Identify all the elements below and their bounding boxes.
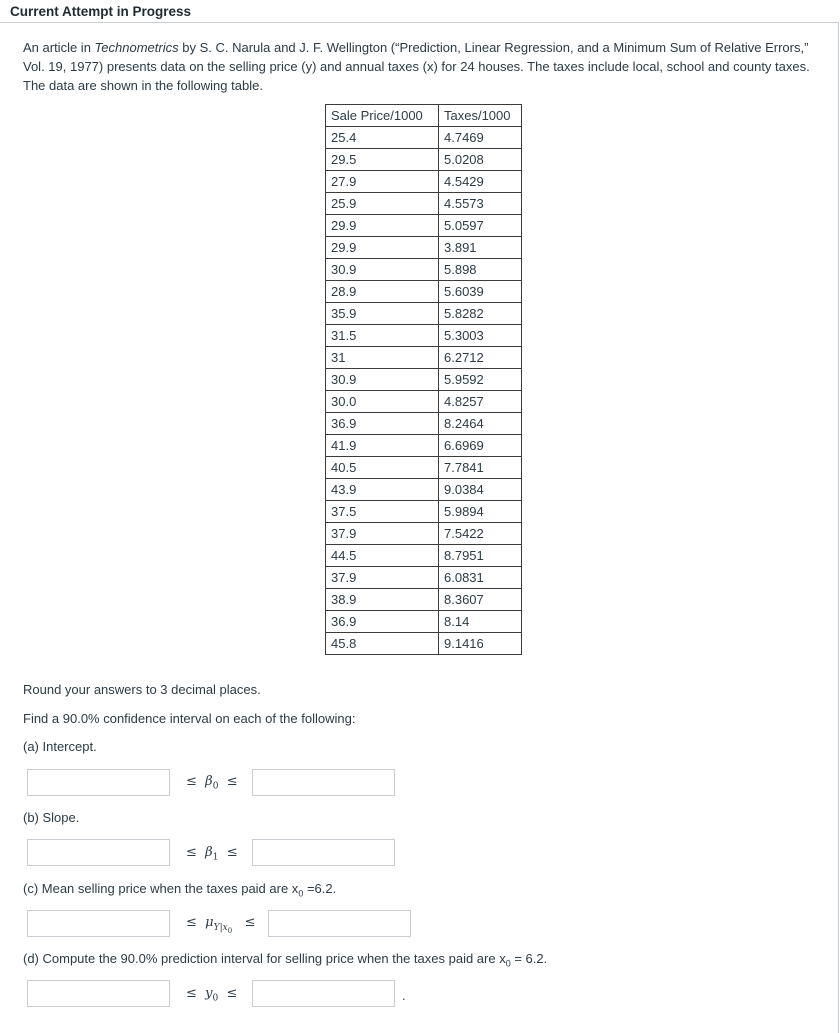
part-c-label-sub: 0 <box>298 888 304 899</box>
part-d-label-text: (d) Compute the 90.0% prediction interval for selling price when the taxes paid are x <box>23 951 506 966</box>
table-row <box>326 215 522 237</box>
table-row <box>326 435 522 457</box>
intro-text: An article in <box>23 40 95 55</box>
table-row <box>326 325 522 347</box>
sale-price-cell: 25.4 <box>326 127 439 149</box>
sale-price-cell: 30.0 <box>326 391 439 413</box>
table-row <box>326 457 522 479</box>
taxes-cell: 7.5422 <box>439 523 522 545</box>
sale-price-cell: 27.9 <box>326 171 439 193</box>
leq-symbol: ≤ <box>186 774 197 789</box>
table-row <box>326 347 522 369</box>
table-row <box>326 479 522 501</box>
taxes-cell: 4.7469 <box>439 127 522 149</box>
table-row <box>326 149 522 171</box>
sale-price-cell: 35.9 <box>326 303 439 325</box>
sale-price-cell: 45.8 <box>326 633 439 655</box>
part-d-label-value: = 6.2. <box>510 951 548 966</box>
table-body <box>326 127 522 655</box>
part-d-lower-input[interactable] <box>27 980 170 1007</box>
mu-symbol: μ <box>205 915 214 930</box>
taxes-cell: 8.7951 <box>439 545 522 567</box>
sale-price-cell: 43.9 <box>326 479 439 501</box>
table-row <box>326 589 522 611</box>
sale-price-cell: 36.9 <box>326 611 439 633</box>
taxes-cell: 4.5573 <box>439 193 522 215</box>
beta-subscript: 1 <box>212 852 219 863</box>
beta-subscript: 0 <box>212 781 219 792</box>
table-row <box>326 193 522 215</box>
column-header-sale-price: Sale Price/1000 <box>326 105 439 127</box>
taxes-cell: 4.8257 <box>439 391 522 413</box>
part-a-inequality <box>186 774 238 792</box>
round-note: Round your answers to 3 decimal places. <box>23 682 261 697</box>
sale-price-cell: 29.9 <box>326 237 439 259</box>
table-row <box>326 391 522 413</box>
leq-symbol: ≤ <box>226 774 238 789</box>
part-b-upper-input[interactable] <box>252 839 395 866</box>
part-d-upper-input[interactable] <box>252 980 395 1007</box>
leq-symbol: ≤ <box>186 845 197 860</box>
part-c-upper-input[interactable] <box>268 910 411 937</box>
taxes-cell: 8.14 <box>439 611 522 633</box>
sale-price-cell: 25.9 <box>326 193 439 215</box>
taxes-cell: 9.1416 <box>439 633 522 655</box>
question-intro <box>23 38 813 95</box>
y-subscript: 0 <box>212 993 219 1004</box>
leq-symbol: ≤ <box>186 915 197 930</box>
sale-price-cell: 31 <box>326 347 439 369</box>
part-d-label-sub: 0 <box>505 958 511 969</box>
journal-name: Technometrics <box>94 40 179 55</box>
part-d-label <box>23 951 547 969</box>
table-row <box>326 259 522 281</box>
table-row <box>326 369 522 391</box>
part-c-label <box>23 881 336 899</box>
sale-price-cell: 44.5 <box>326 545 439 567</box>
mu-subscript-0: 0 <box>227 926 233 935</box>
sale-price-cell: 30.9 <box>326 259 439 281</box>
instruction-text: Find a 90.0% confidence interval on each of the following: <box>23 711 356 726</box>
part-c-label-text: (c) Mean selling price when the taxes paid are x <box>23 881 299 896</box>
taxes-cell: 4.5429 <box>439 171 522 193</box>
mu-subscript: Y|x <box>213 922 228 933</box>
taxes-cell: 5.3003 <box>439 325 522 347</box>
table-row <box>326 281 522 303</box>
table-row <box>326 413 522 435</box>
sale-price-cell: 38.9 <box>326 589 439 611</box>
taxes-cell: 7.7841 <box>439 457 522 479</box>
sale-price-cell: 28.9 <box>326 281 439 303</box>
taxes-cell: 3.891 <box>439 237 522 259</box>
column-header-taxes: Taxes/1000 <box>439 105 522 127</box>
part-a-upper-input[interactable] <box>252 769 395 796</box>
table-row <box>326 633 522 655</box>
taxes-cell: 5.9894 <box>439 501 522 523</box>
taxes-cell: 5.8282 <box>439 303 522 325</box>
table-row <box>326 611 522 633</box>
taxes-cell: 5.898 <box>439 259 522 281</box>
leq-symbol: ≤ <box>226 845 238 860</box>
sale-price-cell: 36.9 <box>326 413 439 435</box>
part-b-lower-input[interactable] <box>27 839 170 866</box>
beta-symbol: β <box>205 774 213 789</box>
taxes-cell: 6.0831 <box>439 567 522 589</box>
table-row <box>326 523 522 545</box>
part-c-inequality <box>186 915 255 934</box>
sale-price-cell: 29.9 <box>326 215 439 237</box>
sale-price-cell: 31.5 <box>326 325 439 347</box>
y-symbol: y <box>205 986 213 1001</box>
sale-price-cell: 30.9 <box>326 369 439 391</box>
table-row <box>326 127 522 149</box>
beta-symbol: β <box>205 845 213 860</box>
part-c-label-value: =6.2. <box>303 881 337 896</box>
sale-price-cell: 37.5 <box>326 501 439 523</box>
sale-price-cell: 37.9 <box>326 567 439 589</box>
sale-price-cell: 41.9 <box>326 435 439 457</box>
taxes-cell: 5.0597 <box>439 215 522 237</box>
trailing-period: . <box>402 988 406 1003</box>
part-b-inequality <box>186 845 238 863</box>
sale-price-cell: 37.9 <box>326 523 439 545</box>
part-a-lower-input[interactable] <box>27 769 170 796</box>
table-row <box>326 545 522 567</box>
sale-price-cell: 40.5 <box>326 457 439 479</box>
taxes-cell: 5.0208 <box>439 149 522 171</box>
part-b-label: (b) Slope. <box>23 810 80 825</box>
intro-text-rest: by S. C. Narula and J. F. Wellington (“Prediction, Linear Regression, and a Minimum Sum of Relative Errors,” Vol. 19, 1977) presents data on the selling price (y) and annual taxes (x) for 24 houses. The taxes include local, school and county taxes. The data are shown in the following table. <box>23 40 810 93</box>
leq-symbol: ≤ <box>186 986 197 1001</box>
taxes-cell: 6.6969 <box>439 435 522 457</box>
part-a-label: (a) Intercept. <box>23 739 97 754</box>
table-row <box>326 567 522 589</box>
taxes-cell: 8.3607 <box>439 589 522 611</box>
part-d-inequality <box>186 986 237 1004</box>
part-c-lower-input[interactable] <box>27 910 170 937</box>
taxes-cell: 8.2464 <box>439 413 522 435</box>
sale-price-cell: 29.5 <box>326 149 439 171</box>
leq-symbol: ≤ <box>244 915 256 930</box>
taxes-cell: 5.9592 <box>439 369 522 391</box>
table-row <box>326 237 522 259</box>
table-row <box>326 501 522 523</box>
table-row <box>326 171 522 193</box>
data-table <box>325 104 522 655</box>
taxes-cell: 6.2712 <box>439 347 522 369</box>
taxes-cell: 5.6039 <box>439 281 522 303</box>
taxes-cell: 9.0384 <box>439 479 522 501</box>
leq-symbol: ≤ <box>226 986 238 1001</box>
table-header-row <box>326 105 522 127</box>
table-row <box>326 303 522 325</box>
page-title: Current Attempt in Progress <box>10 4 192 19</box>
